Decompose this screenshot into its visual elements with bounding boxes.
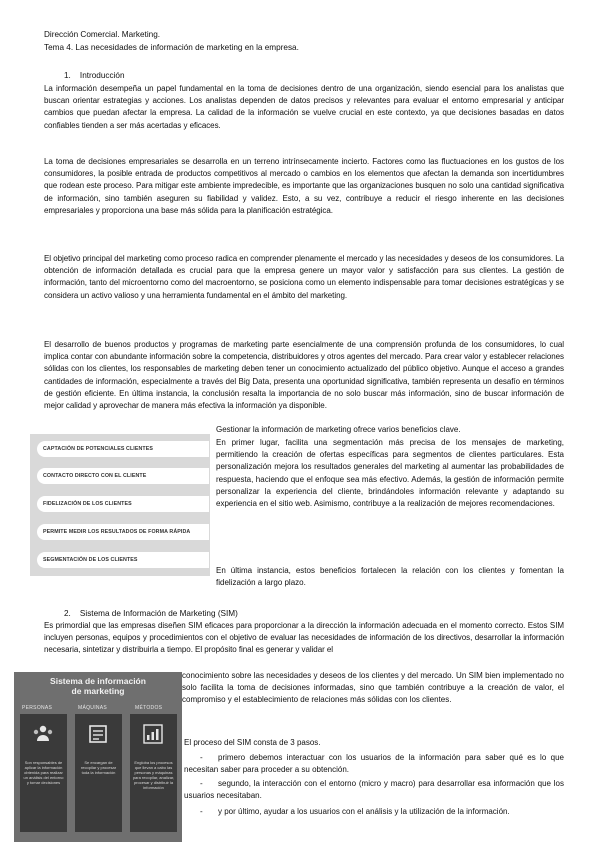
sim-column-label: MÁQUINAS bbox=[78, 705, 108, 711]
benefits-body: En primer lugar, facilita una segmentación más precisa de los mensajes de marketing, permitiendo la creación de ofertas específicas para segmentos de clientes particulares. Esta personalización mejora los resultados generales del marketing al aumentar las probabilidades de respuesta, haciendo que el enfoque sea más efectivo. Además, la gestión de información permite personalizar la experiencia del cliente, brindándoles información relevante y adaptando su experiencia en el sitio web. Asimismo, contribuye a la realización de mejores recomendaciones. bbox=[216, 438, 564, 509]
people-icon bbox=[31, 722, 55, 746]
intro-paragraph-2: La toma de decisiones empresariales se desarrolla en un terreno intrínsecamente incierto. Factores como las fluctuaciones en los gustos de los consumidores, la posible entrada de productos competitivos al mercado o cambios en los elementos que afectan la demanda son incertidumbres que rodean este proceso. Para mitigar este ambiente impredecible, es importante que las organizaciones busquen no solo una cantidad significativa de información, sino también aseguren su fiabilidad y validez. Esto, a su vez, contribuye a reducir el riesgo inherente en las decisiones empresariales y proporciona una base más sólida para la planificación estratégica. bbox=[44, 157, 564, 215]
sim-step-2: segundo, la interacción con el entorno (micro y macro) para desarrollar esa información que los usuarios necesitaban. bbox=[184, 779, 564, 801]
sim-column-label: MÉTODOS bbox=[135, 705, 163, 711]
intro-paragraph-4: El desarrollo de buenos productos y programas de marketing parte esencialmente de una comprensión profunda de los consumidores, lo cual implica contar con abundante información sobre la competencia, distribuidores y otros agentes del mercado. Para crear valor y establecer relaciones sólidas con los clientes, los responsables de marketing deben tener un conocimiento actualizado del público objetivo. Aunque el acceso a grandes cantidades de información, especialmente a través del Big Data, presenta una oportunidad significativa, también representa un desafío en términos de gestión eficiente. En última instancia, la conclusión resalta la importancia de no solo buscar más información, sino de buscar información de mejor calidad y aprovechar de manera más efectiva la información ya disponible. bbox=[44, 340, 564, 411]
benefit-item: SEGMENTACIÓN DE LOS CLIENTES bbox=[37, 552, 209, 568]
intro-paragraph-3: El objetivo principal del marketing como proceso radica en comprender plenamente el mercado y las necesidades y deseos de los consumidores. La obtención de información detallada es crucial para que la empresa genere un mayor valor y satisfacción para sus clientes. La gestión de información, tanto del microentorno como del macroentorno, se posiciona como un elemento indispensable para tomar decisiones estratégicas y se considera un activo valioso y una herramienta fundamental en el ámbito del marketing. bbox=[44, 254, 564, 300]
sim-machines-text: Se encargan de recopilar y procesar toda la información bbox=[80, 760, 117, 775]
benefits-figure bbox=[30, 434, 210, 576]
sim-step-3: y por último, ayudar a los usuarios con el análisis y la utilización de la información. bbox=[218, 807, 510, 816]
benefits-closing: En última instancia, estos beneficios fortalecen la relación con los clientes y fomentan la fidelización a largo plazo. bbox=[216, 566, 564, 588]
sim-continuation-paragraph: conocimiento sobre las necesidades y deseos de los clientes y del mercado. Un SIM bien implementado no solo facilita la toma de decisiones informadas, sino que también contribuye a la creación de valor, el compromiso y el establecimiento de relaciones más sólidas con los clientes. bbox=[182, 671, 564, 705]
sim-methods-text: Engloba los procesos que llevan a cabo las personas y máquinas para recopilar, analizar, procesar y distribuir la información bbox=[132, 760, 175, 790]
step-bullet: - bbox=[200, 753, 203, 762]
sim-figure-title bbox=[14, 676, 182, 696]
benefits-intro: Gestionar la información de marketing ofrece varios beneficios clave. bbox=[216, 425, 461, 434]
intro-paragraph-1: La información desempeña un papel fundamental en la toma de decisiones dentro de una organización, siendo esencial para los analistas que buscan orientar estrategias y acciones. Los analistas dependen de datos precisos y relevantes para evaluar el entorno empresarial y anticipar cambios que puedan afectar la empresa. La calidad de la información se vuelve crucial en este contexto, ya que decisiones basadas en datos confiables tienden a ser más acertadas y eficaces. bbox=[44, 84, 564, 130]
course-title: Dirección Comercial. Marketing. bbox=[44, 30, 161, 39]
sim-people-box bbox=[20, 714, 67, 832]
chart-icon bbox=[141, 722, 165, 746]
topic-title: Tema 4. Las necesidades de información de marketing en la empresa. bbox=[44, 43, 299, 52]
section-1-heading: 1. Introducción bbox=[64, 71, 125, 80]
sim-column-label: PERSONAS bbox=[22, 705, 53, 711]
benefit-item: FIDELIZACIÓN DE LOS CLIENTES bbox=[37, 496, 209, 512]
sim-machines-box bbox=[75, 714, 122, 832]
sim-process-intro: El proceso del SIM consta de 3 pasos. bbox=[184, 738, 321, 747]
benefit-item: PERMITE MEDIR LOS RESULTADOS DE FORMA RÁPIDA bbox=[37, 524, 209, 540]
step-bullet: - bbox=[200, 807, 203, 816]
sim-people-text: Son responsables de aplicar la información obtenida para realizar un análisis del entorno y tomar decisiones bbox=[23, 760, 64, 785]
step-bullet: - bbox=[200, 779, 203, 788]
sim-methods-box bbox=[130, 714, 177, 832]
sim-title-line-2: de marketing bbox=[71, 686, 125, 696]
sim-intro-paragraph: Es primordial que las empresas diseñen SIM eficaces para proporcionar a la dirección la información adecuada en el momento correcto. Estos SIM incluyen personas, equipos y procedimientos con el objetivo de evaluar las necesidades de información de los directivos, desarrollar la información necesaria, sintetizar y distribuirla a tiempo. El propósito final es generar y validar el bbox=[44, 621, 564, 655]
sim-title-line-1: Sistema de información bbox=[50, 676, 146, 686]
sim-step-1: primero debemos interactuar con los usuarios de la información para saber qué es lo que necesitan saber para proceder a su obtención. bbox=[184, 753, 564, 775]
machine-icon bbox=[86, 722, 110, 746]
sim-figure bbox=[14, 672, 182, 842]
benefit-item: CAPTACIÓN DE POTENCIALES CLIENTES bbox=[37, 441, 209, 457]
benefit-item: CONTACTO DIRECTO CON EL CLIENTE bbox=[37, 468, 209, 484]
section-2-heading: 2. Sistema de Información de Marketing (SIM) bbox=[64, 609, 238, 618]
